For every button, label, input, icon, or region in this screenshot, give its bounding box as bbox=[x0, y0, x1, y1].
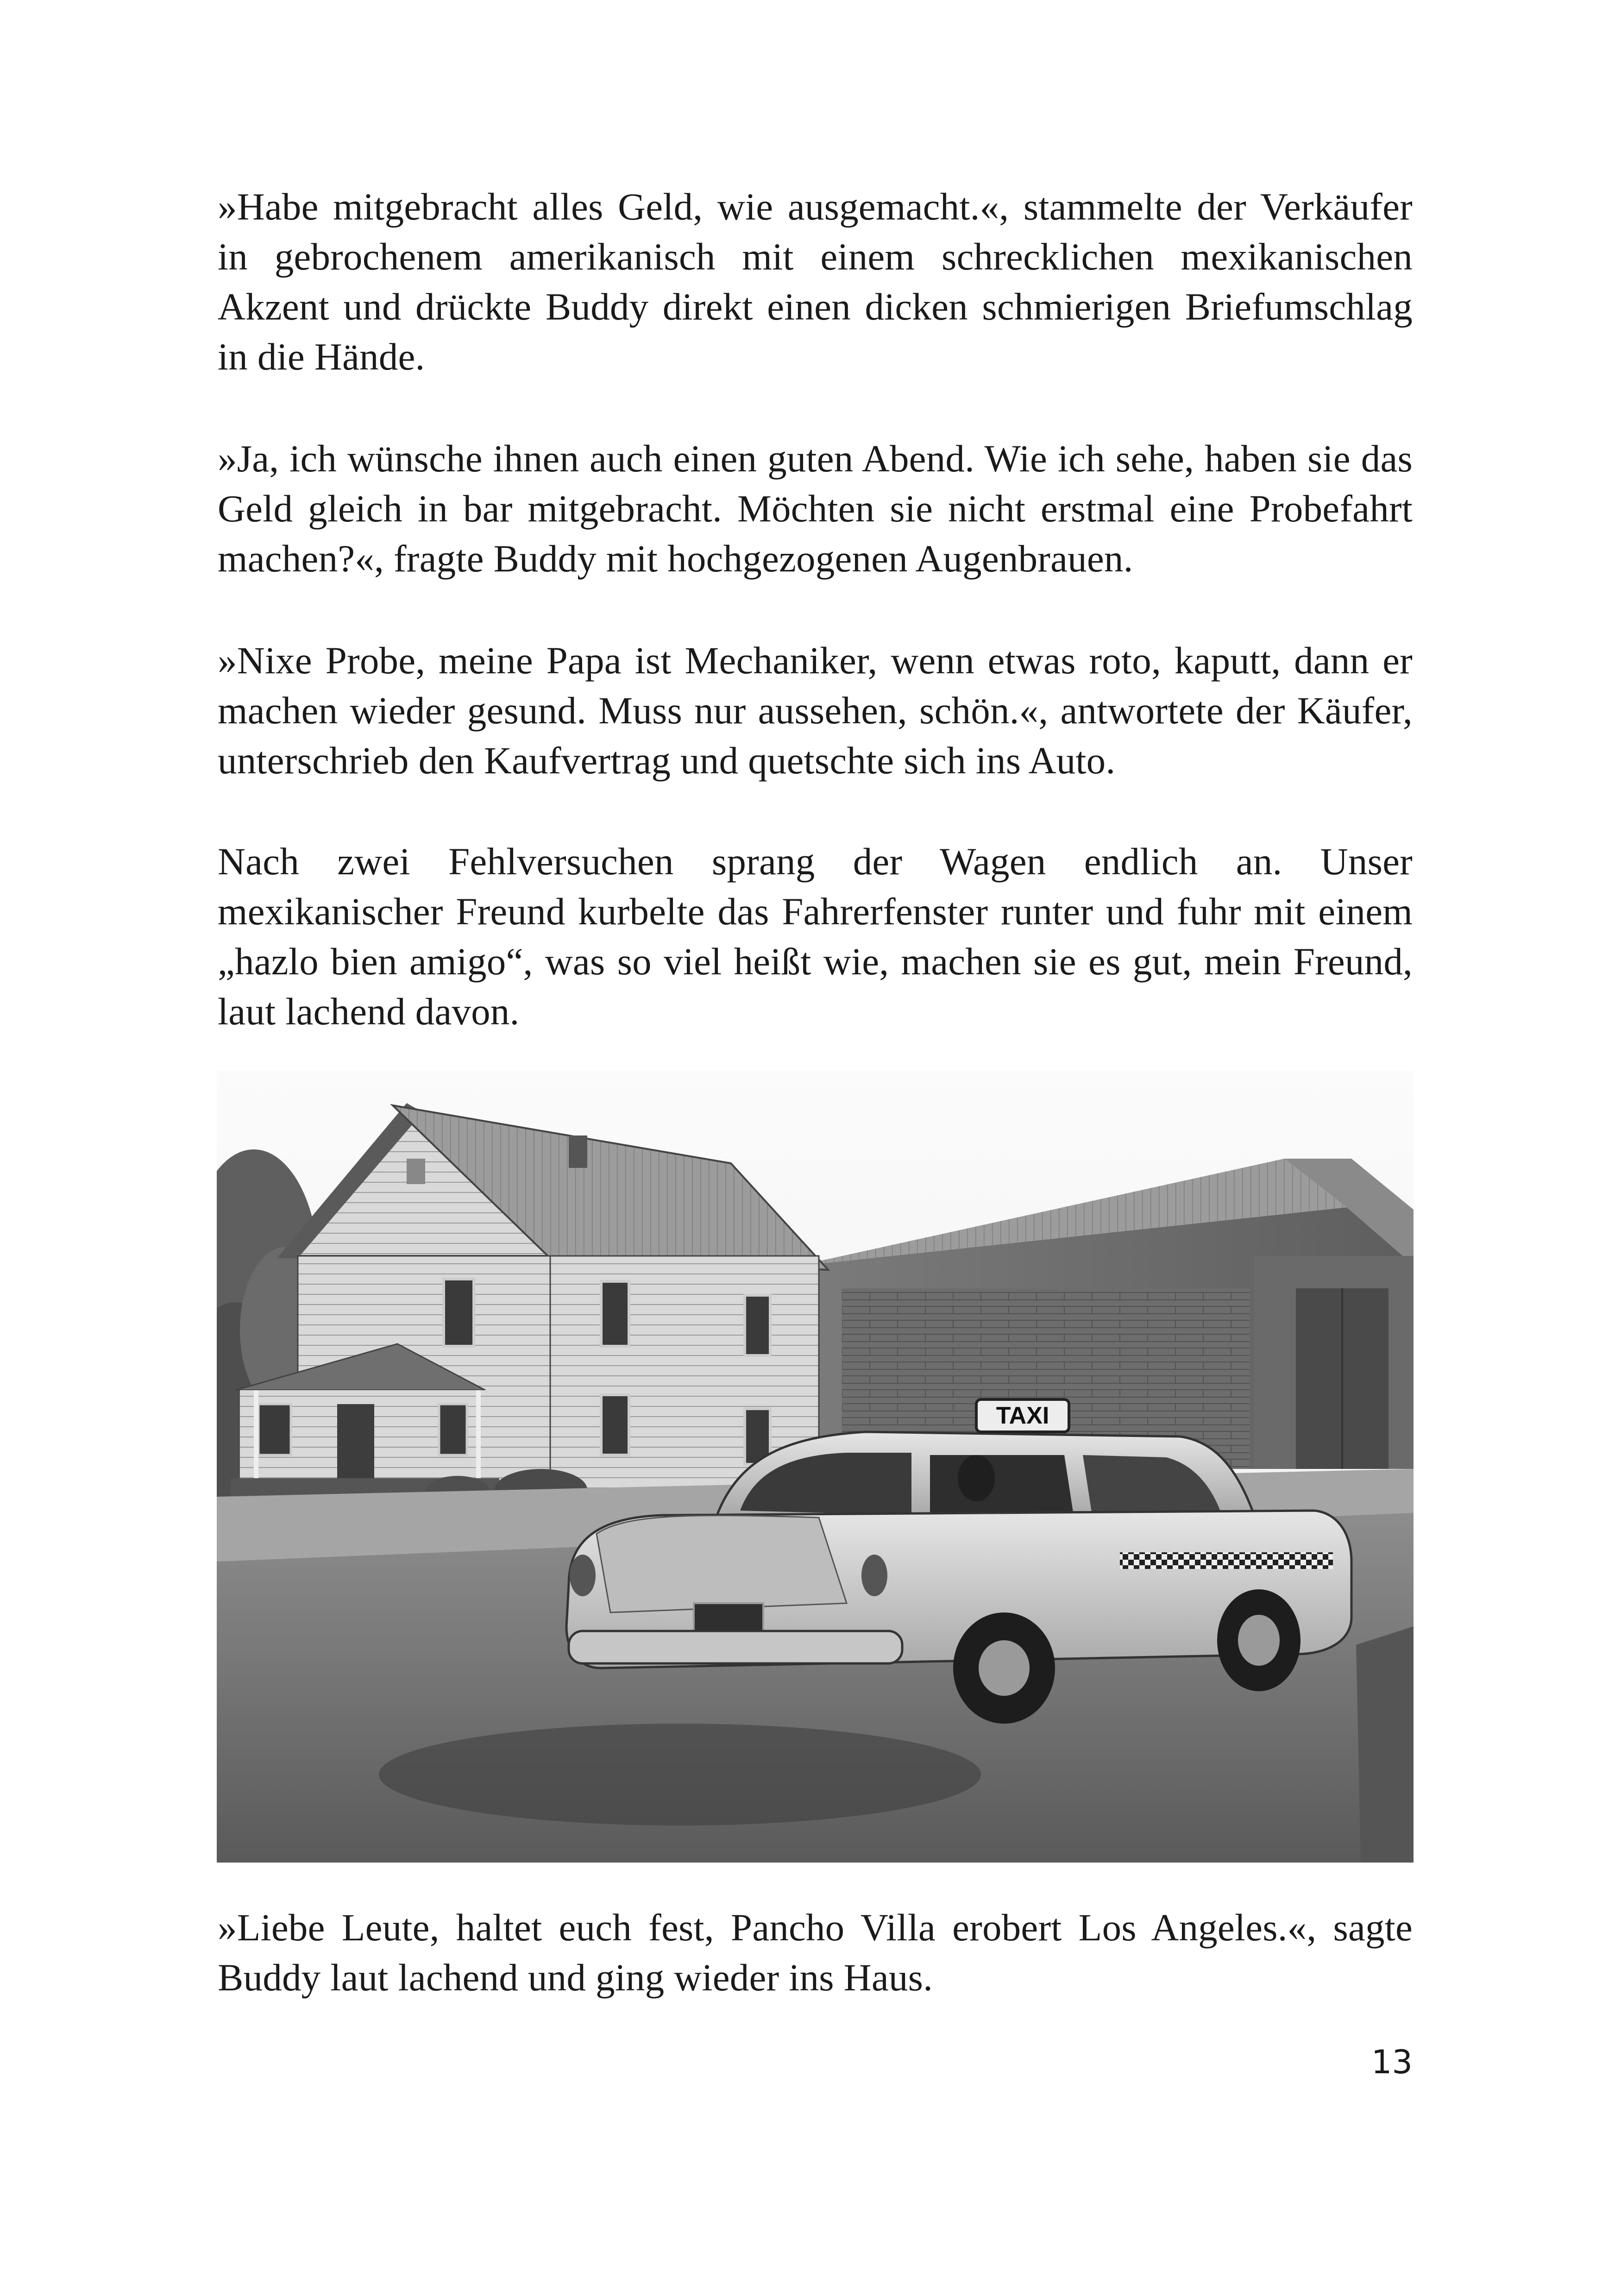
taxi-illustration bbox=[217, 1071, 1414, 1863]
paragraph-1: »Habe mitgebracht alles Geld, wie ausgemacht.«, stammelte der Verkäufer in gebrochenem amerikanisch mit einem schrecklichen mexikanischen Akzent und drückte Buddy direkt einen dicken schmierigen Briefumschlag in die Hände. bbox=[218, 185, 1413, 378]
paragraph-4: Nach zwei Fehlversuchen sprang der Wagen endlich an. Unser mexikanischer Freund kurbelte das Fahrerfenster runter und fuhr mit einem „hazlo bien amigo“, was so viel heißt wie, machen sie es gut, mein Freund, laut lachend davon. bbox=[218, 840, 1413, 1033]
paragraph-3: »Nixe Probe, meine Papa ist Mechaniker, wenn etwas roto, kaputt, dann er machen wieder gesund. Muss nur aussehen, schön.«, antwortete der Käufer, unterschrieb den Kaufvertrag und quetschte sich ins Auto. bbox=[218, 639, 1413, 782]
paragraph-2: »Ja, ich wünsche ihnen auch einen guten Abend. Wie ich sehe, haben sie das Geld gleich in bar mitgebracht. Möchten sie nicht erstmal eine Probefahrt machen?«, fragte Buddy mit hochgezogenen Augenbrauen. bbox=[218, 437, 1413, 580]
caption-paragraph: »Liebe Leute, haltet euch fest, Pancho Villa erobert Los Angeles.«, sagte Buddy laut lachend und ging wieder ins Haus. bbox=[218, 1906, 1413, 1999]
taxi-sign-text: TAXI bbox=[996, 1402, 1049, 1429]
page-number: 13 bbox=[1371, 2043, 1413, 2081]
